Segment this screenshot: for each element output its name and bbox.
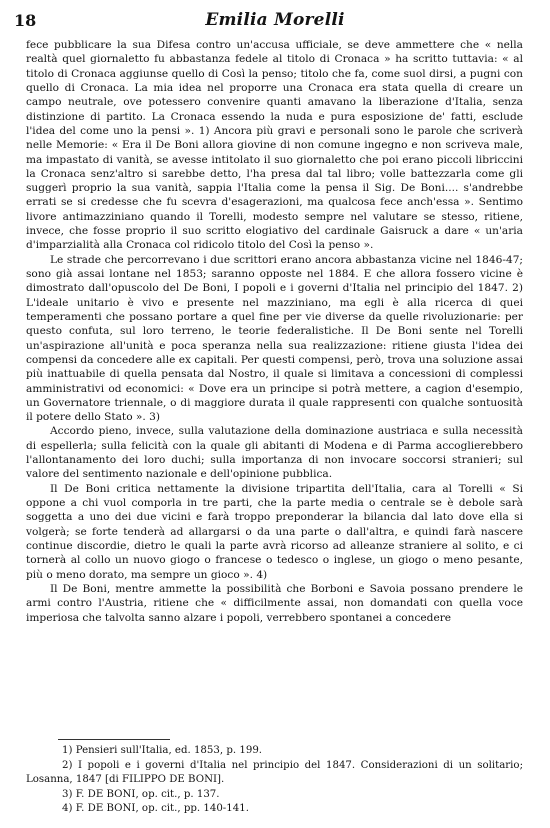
footnote: 3) F. DE BONI, op. cit., p. 137.	[62, 788, 220, 800]
running-title: Emilia Morelli	[205, 10, 345, 30]
footnote: 1) Pensieri sull'Italia, ed. 1853, p. 199.	[62, 745, 263, 756]
paragraph: Le strade che percorrevano i due scrittori erano ancora abbastanza vicine nel 1846-47; sono già assai lontane nel 1853; saranno opposte nel 1884. E che allora fossero vicine è dimostrato dall'opuscolo del De Boni, I popoli e i governi d'Italia nel principio del 1847. 2) L'ideale unitario è vivo e presente nel mazziniano, ma egli è alla ricerca di quei temperamenti che possano portare a quel fine per vie diverse da quelle rivoluzionarie: per questo confuta, sul loro terreno, le teorie federalistiche. Il De Boni sente nel Torelli un'aspirazione all'unità e poca speranza nella sua realizzazione: ritiene giusta l'idea dei compensi da concedere alle ex capitali. Per questi compensi, però, trova una soluzione assai più inattuabile di quella pensata dal Nostro, il quale si limitava a concessioni di complessi amministrativi od economici: « Dove era un principe si potrà mettere, a cagion d'esempio, un Governatore triennale, o di maggiore durata il quale rappresenti con qualche sontuosità il potere dello Stato ». 3)	[26, 253, 523, 424]
page-header	[0, 0, 550, 34]
page-number: 18	[14, 11, 37, 30]
paragraph: Il De Boni, mentre ammette la possibilità che Borboni e Savoia possano prendere le armi contro l'Austria, ritiene che « difficilmente assai, non domandati con quella voce imperiosa che talvolta sanno alzare i popoli, verrebbero spontanei a concedere	[26, 582, 523, 624]
paragraph: Accordo pieno, invece, sulla valutazione della dominazione austriaca e sulla necessità di espellerla; sulla felicità con la quale gli abitanti di Modena e di Parma accoglierebbero l'allontanamento dei loro duchi; sulla importanza di non invocare soccorsi stranieri; sul valore del sentimento nazionale e dell'opinione pubblica.	[26, 425, 523, 481]
paragraph: fece pubblicare la sua Difesa contro un'accusa ufficiale, se deve ammettere che « nella realtà quel giornaletto fu abbastanza fedele al titolo di Cronaca » ha scritto tuttavia: « al titolo di Cronaca aggiunse quello di Così la penso; titolo che fa, come suol dirsi, a pugni con quello di Cronaca. La mia idea nel proporre una Cronaca era stata quella di creare un campo neutrale, ove potessero convenire quanti amavano la liberazione d'Italia, senza distinzione di partito. La Cronaca essendo la nuda e pura esposizione de' fatti, esclude l'idea del come uno la pensi ». 1) Ancora più gravi e personali sono le parole che scriverà nelle Memorie: « Era il De Boni allora giovine di non comune ingegno e non scriveva male, ma impastato di vanità, se avesse intitolato il suo giornaletto che poi erano piccoli libriccini la Cronaca senz'altro si sarebbe detto, l'ha presa dal tal libro; volle battezzarla come gli suggerì proprio la sua vanità, sappia l'Italia come la pensa il Sig. De Boni.... s'andrebbe errati se si credesse che fu scevra d'esagerazioni, ma qualcosa fece anch'essa ». Sentimo livore antimazziniano quando il Torelli, modesto sempre nel valutare se stesso, ritiene, invece, che fosse proprio il suo scritto elogiativo del cardinale Gaisruck a dare « un'aria d'imparzialità alla Cronaca col ridicolo titolo del Così la penso ».	[26, 39, 523, 252]
footnotes	[26, 744, 523, 817]
footnote: 2) I popoli e i governi d'Italia nel principio del 1847. Considerazioni di un solitario; Losanna, 1847 [di FILIPPO DE BONI].	[26, 759, 523, 786]
footnote: 4) F. DE BONI, op. cit., pp. 140-141.	[62, 803, 249, 815]
paragraph: Il De Boni critica nettamente la divisione tripartita dell'Italia, cara al Torelli « Si oppone a chi vuol comporla in tre parti, che la parte media o centrale se è debole sarà soggetta a uno dei due vicini e farà troppo preponderar la bilancia dal lato dove ella si volgerà; se forte tenderà ad allargarsi o da una parte o dall'altra, e quindi farà nascere continue discordie, dietro le quali la parte avrà ricorso ad alleanze straniere al solito, e ci tornerà al collo un nuovo giogo o francese o tedesco o inglese, un giogo o meno pesante, più o meno dorato, ma sempre un gioco ». 4)	[26, 482, 523, 581]
body-text	[26, 38, 523, 625]
footnote-divider	[58, 739, 170, 740]
